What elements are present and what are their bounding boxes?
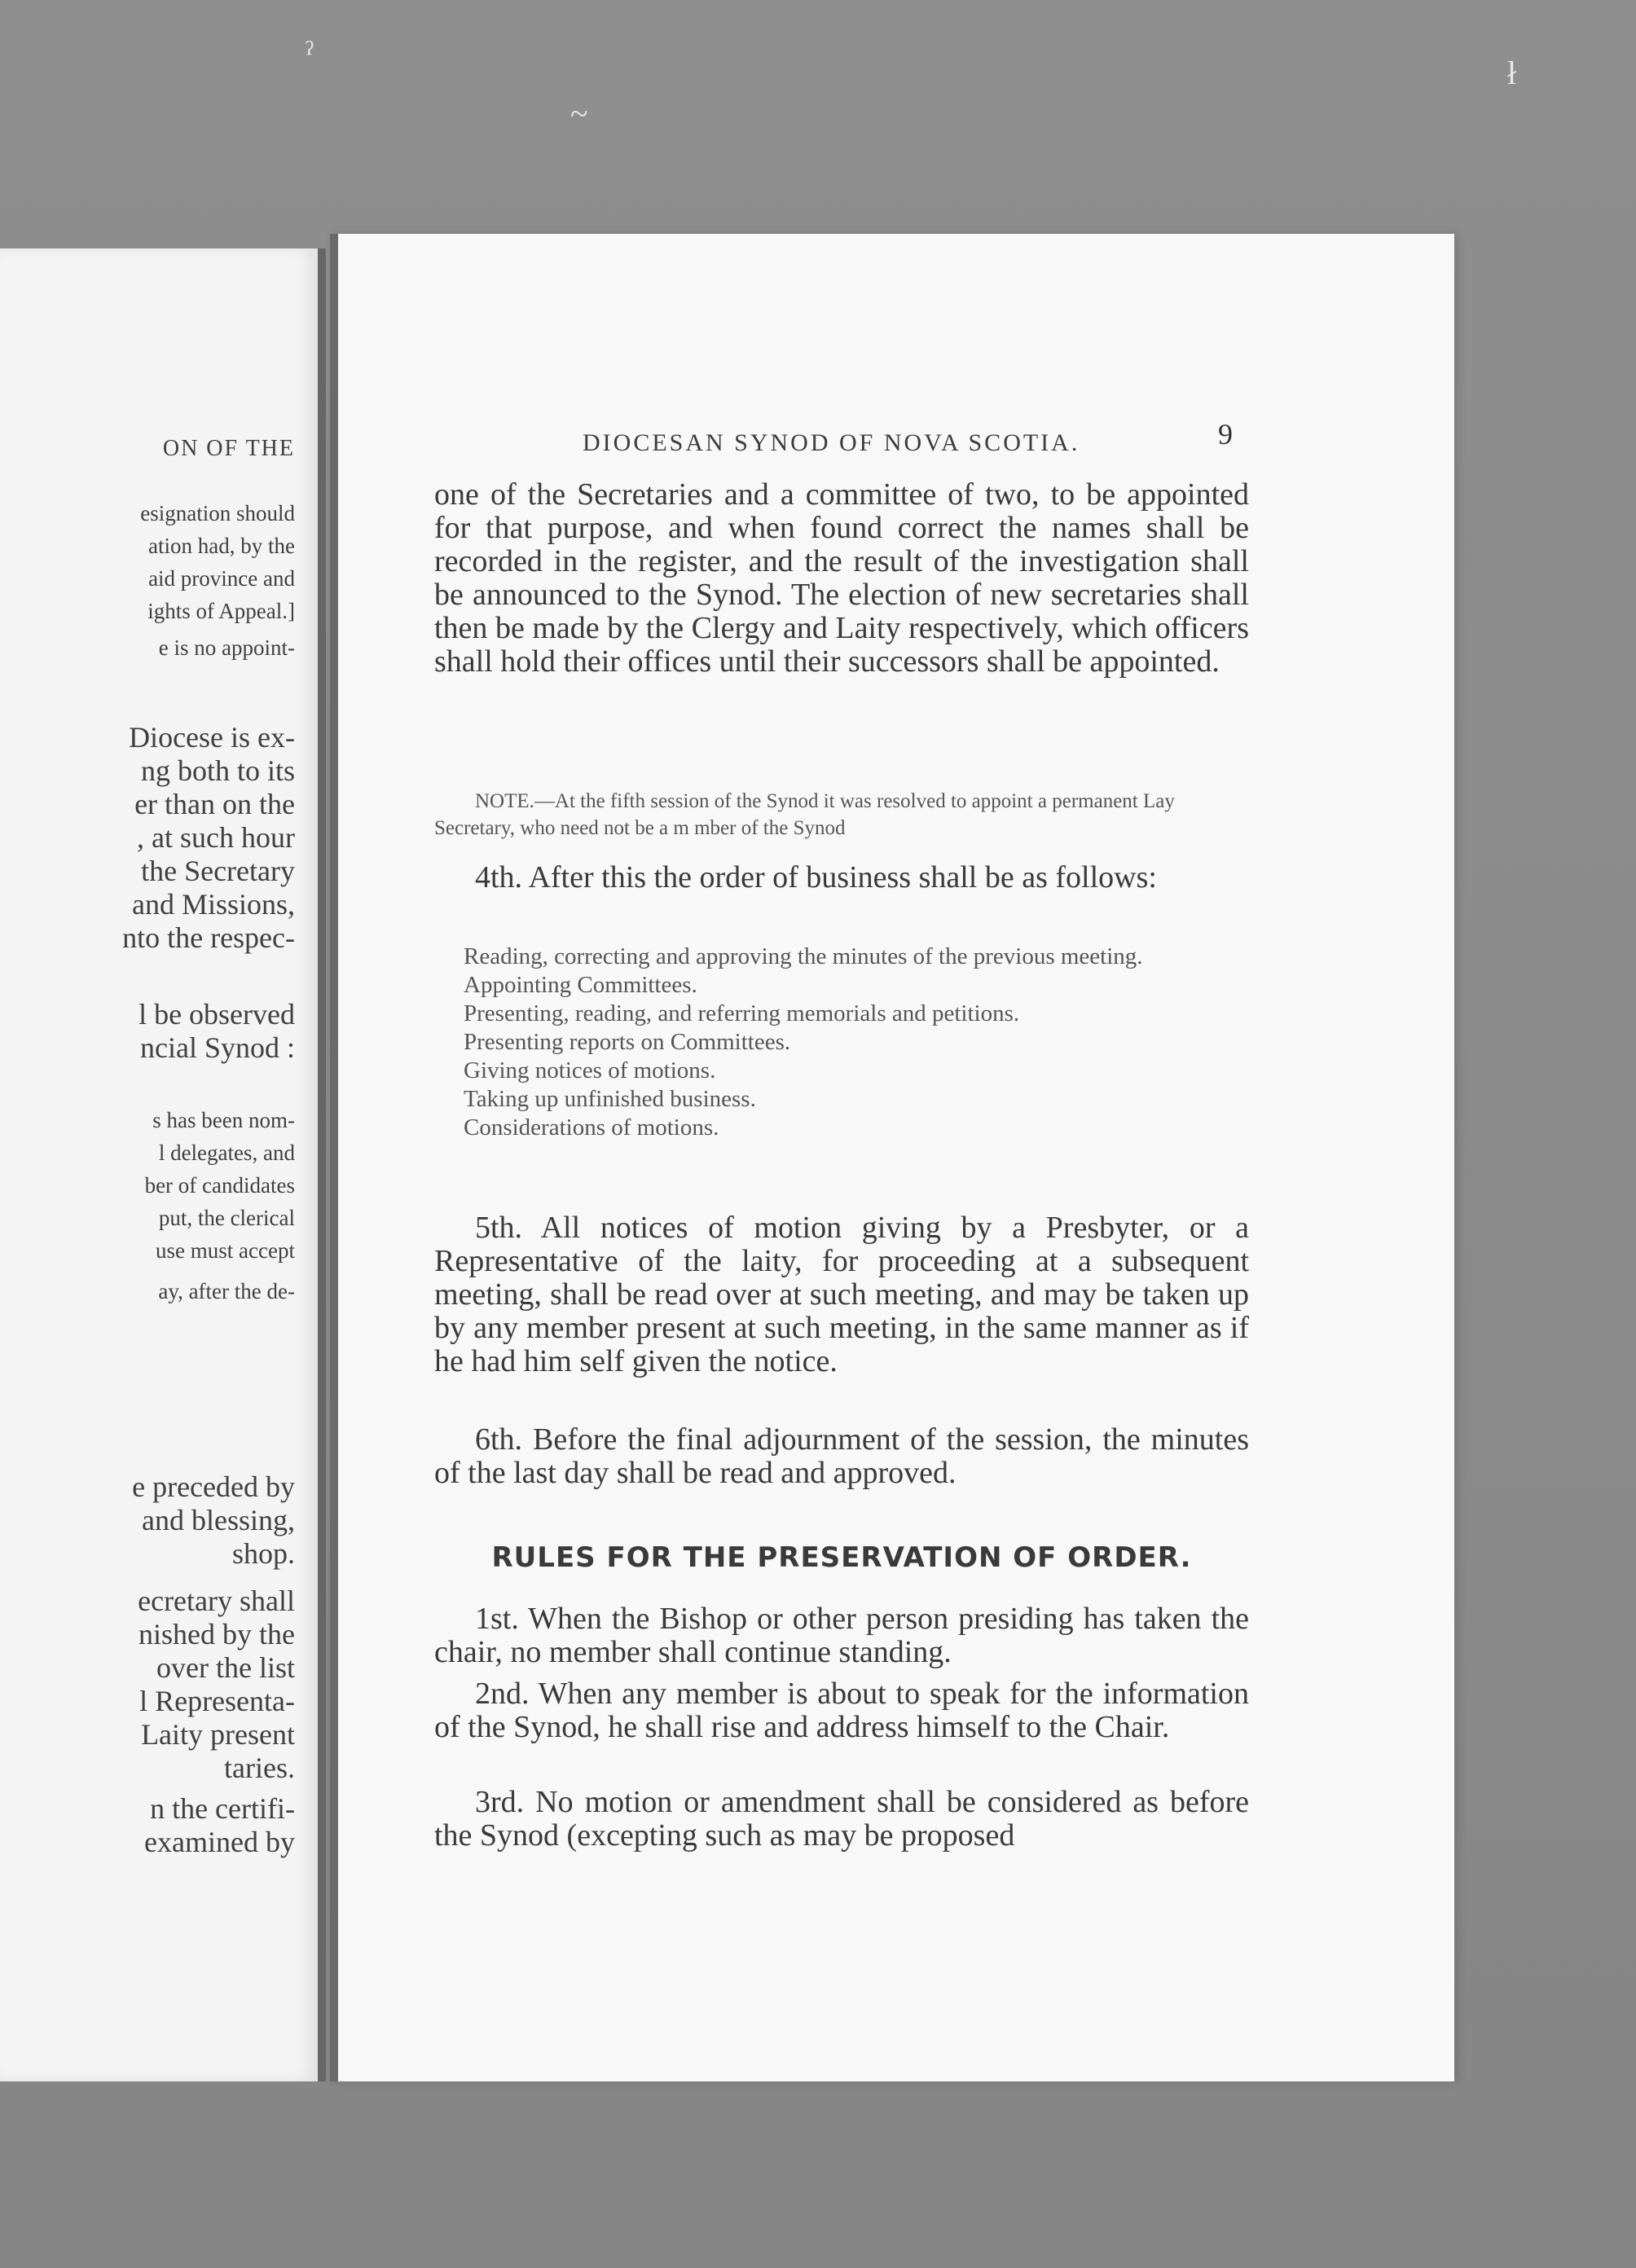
left-block-6: ay, after the de- — [158, 1279, 295, 1303]
rule-1: 1st. When the Bishop or other person presiding has taken the chair, no member shall continue standing. — [434, 1602, 1249, 1669]
rule-3: 3rd. No motion or amendment shall be considered as before the Synod (excepting such as may be proposed — [434, 1785, 1249, 1853]
page-number: 9 — [1218, 418, 1233, 451]
agenda-item: Reading, correcting and approving the minutes of the previous meeting. — [464, 943, 1143, 969]
left-block-2: e is no appoint- — [158, 635, 295, 660]
left-page — [0, 248, 326, 2081]
paragraph-final-adjournment: 6th. Before the final adjournment of the session, the minutes of the last day shall be read and approved. — [434, 1422, 1249, 1490]
left-block-9: n the certifi- examined by — [144, 1792, 295, 1858]
left-block-4: l be observed ncial Synod : — [139, 998, 295, 1064]
left-block-7: e preceded by and blessing, shop. — [132, 1470, 295, 1570]
left-block-1: esignation should ation had, by the aid province and ights of Appeal.] — [140, 501, 295, 623]
scan-speck: ł — [1507, 55, 1517, 91]
left-block-8: ecretary shall nished by the over the list l Representa- Laity present taries. — [138, 1585, 295, 1784]
scan-speck: ˀ — [306, 34, 314, 71]
paragraph-secretaries: one of the Secretaries and a committee of two, to be appointed for that purpose, and when found correct the names shall be recorded in the register, and the result of the investigation shall be announced to the Synod. The election of new secretaries shall then be made by the Clergy and Laity respectively, which officers shall hold their offices until their successors shall be appointed. — [434, 477, 1249, 679]
scan-speck: ~ — [570, 95, 588, 132]
paragraph-order-of-business: 4th. After this the order of business shall be as follows: — [475, 860, 1157, 894]
note-lay-secretary: NOTE.—At the fifth session of the Synod it was resolved to appoint a permanent Lay Secretary, who need not be a m mber of the Synod — [434, 790, 1175, 839]
agenda-item: Presenting, reading, and referring memorials and petitions. — [464, 1000, 1020, 1026]
paragraph-notices-of-motion: 5th. All notices of motion giving by a Presbyter, or a Representative of the laity, for proceeding at a subsequent meeting, shall be read over at such meeting, and may be taken up by any member present at such meeting, in the same manner as if he had him self given the notice. — [434, 1211, 1249, 1378]
running-head: DIOCESAN SYNOD OF NOVA SCOTIA. — [583, 429, 1080, 456]
left-running-head: ON OF THE — [162, 436, 295, 461]
section-heading: RULES FOR THE PRESERVATION OF ORDER. — [491, 1541, 1192, 1574]
agenda-item: Presenting reports on Committees. — [464, 1029, 791, 1055]
left-block-3: Diocese is ex- ng both to its er than on the , at such hour the Secretary and Missions, nto the respec- — [122, 721, 295, 954]
right-page — [330, 234, 1454, 2081]
agenda-item: Considerations of motions. — [464, 1114, 719, 1141]
agenda-item: Giving notices of motions. — [464, 1057, 716, 1083]
rule-2: 2nd. When any member is about to speak for the information of the Synod, he shall rise and address himself to the Chair. — [434, 1677, 1249, 1744]
agenda-list — [434, 943, 1249, 1142]
agenda-item: Taking up unfinished business. — [464, 1086, 756, 1112]
agenda-item: Appointing Committees. — [464, 972, 697, 998]
left-block-5: s has been nom- l delegates, and ber of candidates put, the clerical use must accept — [144, 1108, 295, 1263]
